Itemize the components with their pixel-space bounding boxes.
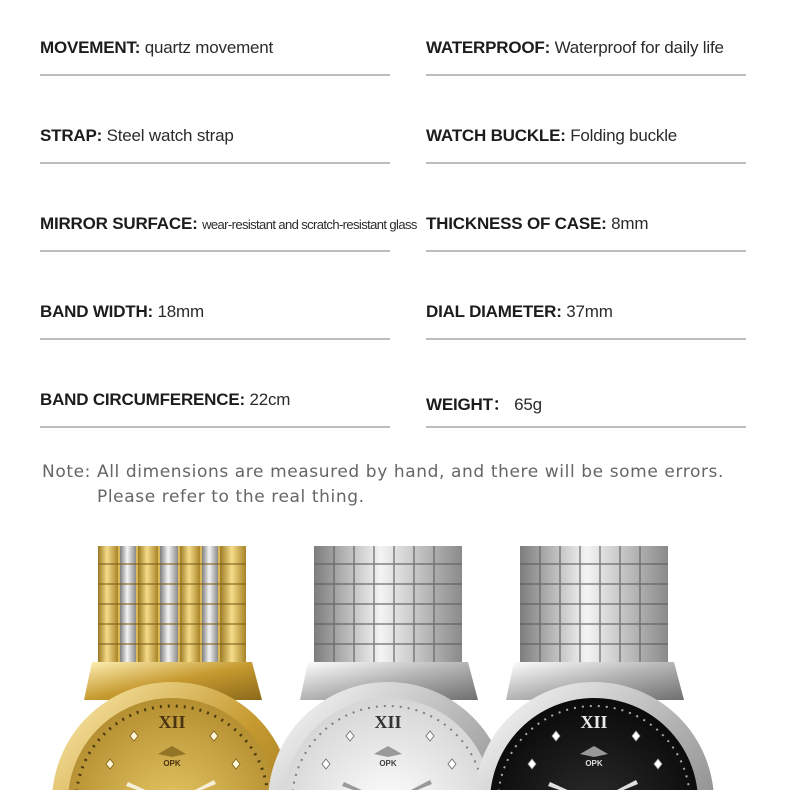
spec-movement (40, 38, 273, 58)
watch-product-photos (0, 540, 790, 790)
divider (426, 74, 746, 76)
divider (426, 426, 746, 428)
spec-dial-diameter (426, 302, 613, 322)
spec-key: BAND CIRCUMFERENCE: (40, 390, 245, 409)
spec-mirror-surface (40, 214, 417, 234)
spec-thickness-of-case (426, 214, 648, 234)
spec-value: quartz movement (144, 38, 274, 57)
spec-value: 18mm (157, 302, 204, 321)
silver-bracelet (300, 546, 478, 700)
spec-value: Waterproof for daily life (554, 38, 724, 57)
spec-weight (426, 390, 542, 415)
spec-watch-buckle (426, 126, 677, 146)
white-dial-numeral: XII (374, 712, 402, 732)
note-line-2: Please refer to the real thing. (97, 487, 365, 507)
gold-bracelet (84, 546, 262, 700)
silver-bracelet (506, 546, 684, 700)
spec-value: 65g (514, 395, 542, 414)
divider (426, 250, 746, 252)
spec-key: MOVEMENT: (40, 38, 141, 57)
spec-row (40, 118, 746, 206)
spec-band-width (40, 302, 204, 322)
gold-brand-logo: OPK (163, 759, 181, 768)
spec-row (40, 206, 746, 294)
divider (40, 250, 390, 252)
spec-key: BAND WIDTH: (40, 302, 153, 321)
silver-white-watch-image (268, 546, 508, 790)
spec-value: wear-resistant and scratch-resistant glass (202, 217, 417, 232)
spec-key: MIRROR SURFACE: (40, 214, 198, 233)
divider (40, 338, 390, 340)
spec-key: STRAP: (40, 126, 103, 145)
spec-value: Folding buckle (570, 126, 678, 145)
spec-row (40, 382, 746, 470)
gold-dial-numeral: XII (158, 712, 186, 732)
spec-key: WEIGHT： (426, 395, 510, 414)
white-brand-logo: OPK (379, 759, 397, 768)
specifications-table (40, 30, 746, 470)
divider (426, 162, 746, 164)
spec-key: THICKNESS OF CASE: (426, 214, 607, 233)
spec-waterproof (426, 38, 724, 58)
measurement-note (42, 460, 762, 510)
spec-value: 22cm (249, 390, 291, 409)
black-dial-numeral: XII (580, 712, 608, 732)
spec-row (40, 30, 746, 118)
divider (40, 426, 390, 428)
spec-key: DIAL DIAMETER: (426, 302, 562, 321)
divider (40, 162, 390, 164)
spec-strap (40, 126, 234, 146)
spec-key: WATERPROOF: (426, 38, 551, 57)
divider (426, 338, 746, 340)
spec-value: Steel watch strap (106, 126, 234, 145)
black-brand-logo: OPK (585, 759, 603, 768)
spec-value: 37mm (566, 302, 613, 321)
spec-key: WATCH BUCKLE: (426, 126, 566, 145)
spec-value: 8mm (611, 214, 649, 233)
silver-black-watch-image (474, 546, 714, 790)
divider (40, 74, 390, 76)
note-line-1: Note: All dimensions are measured by hand, and there will be some errors. (42, 462, 725, 482)
spec-band-circumference (40, 390, 290, 410)
gold-watch-image (52, 546, 292, 790)
spec-row (40, 294, 746, 382)
